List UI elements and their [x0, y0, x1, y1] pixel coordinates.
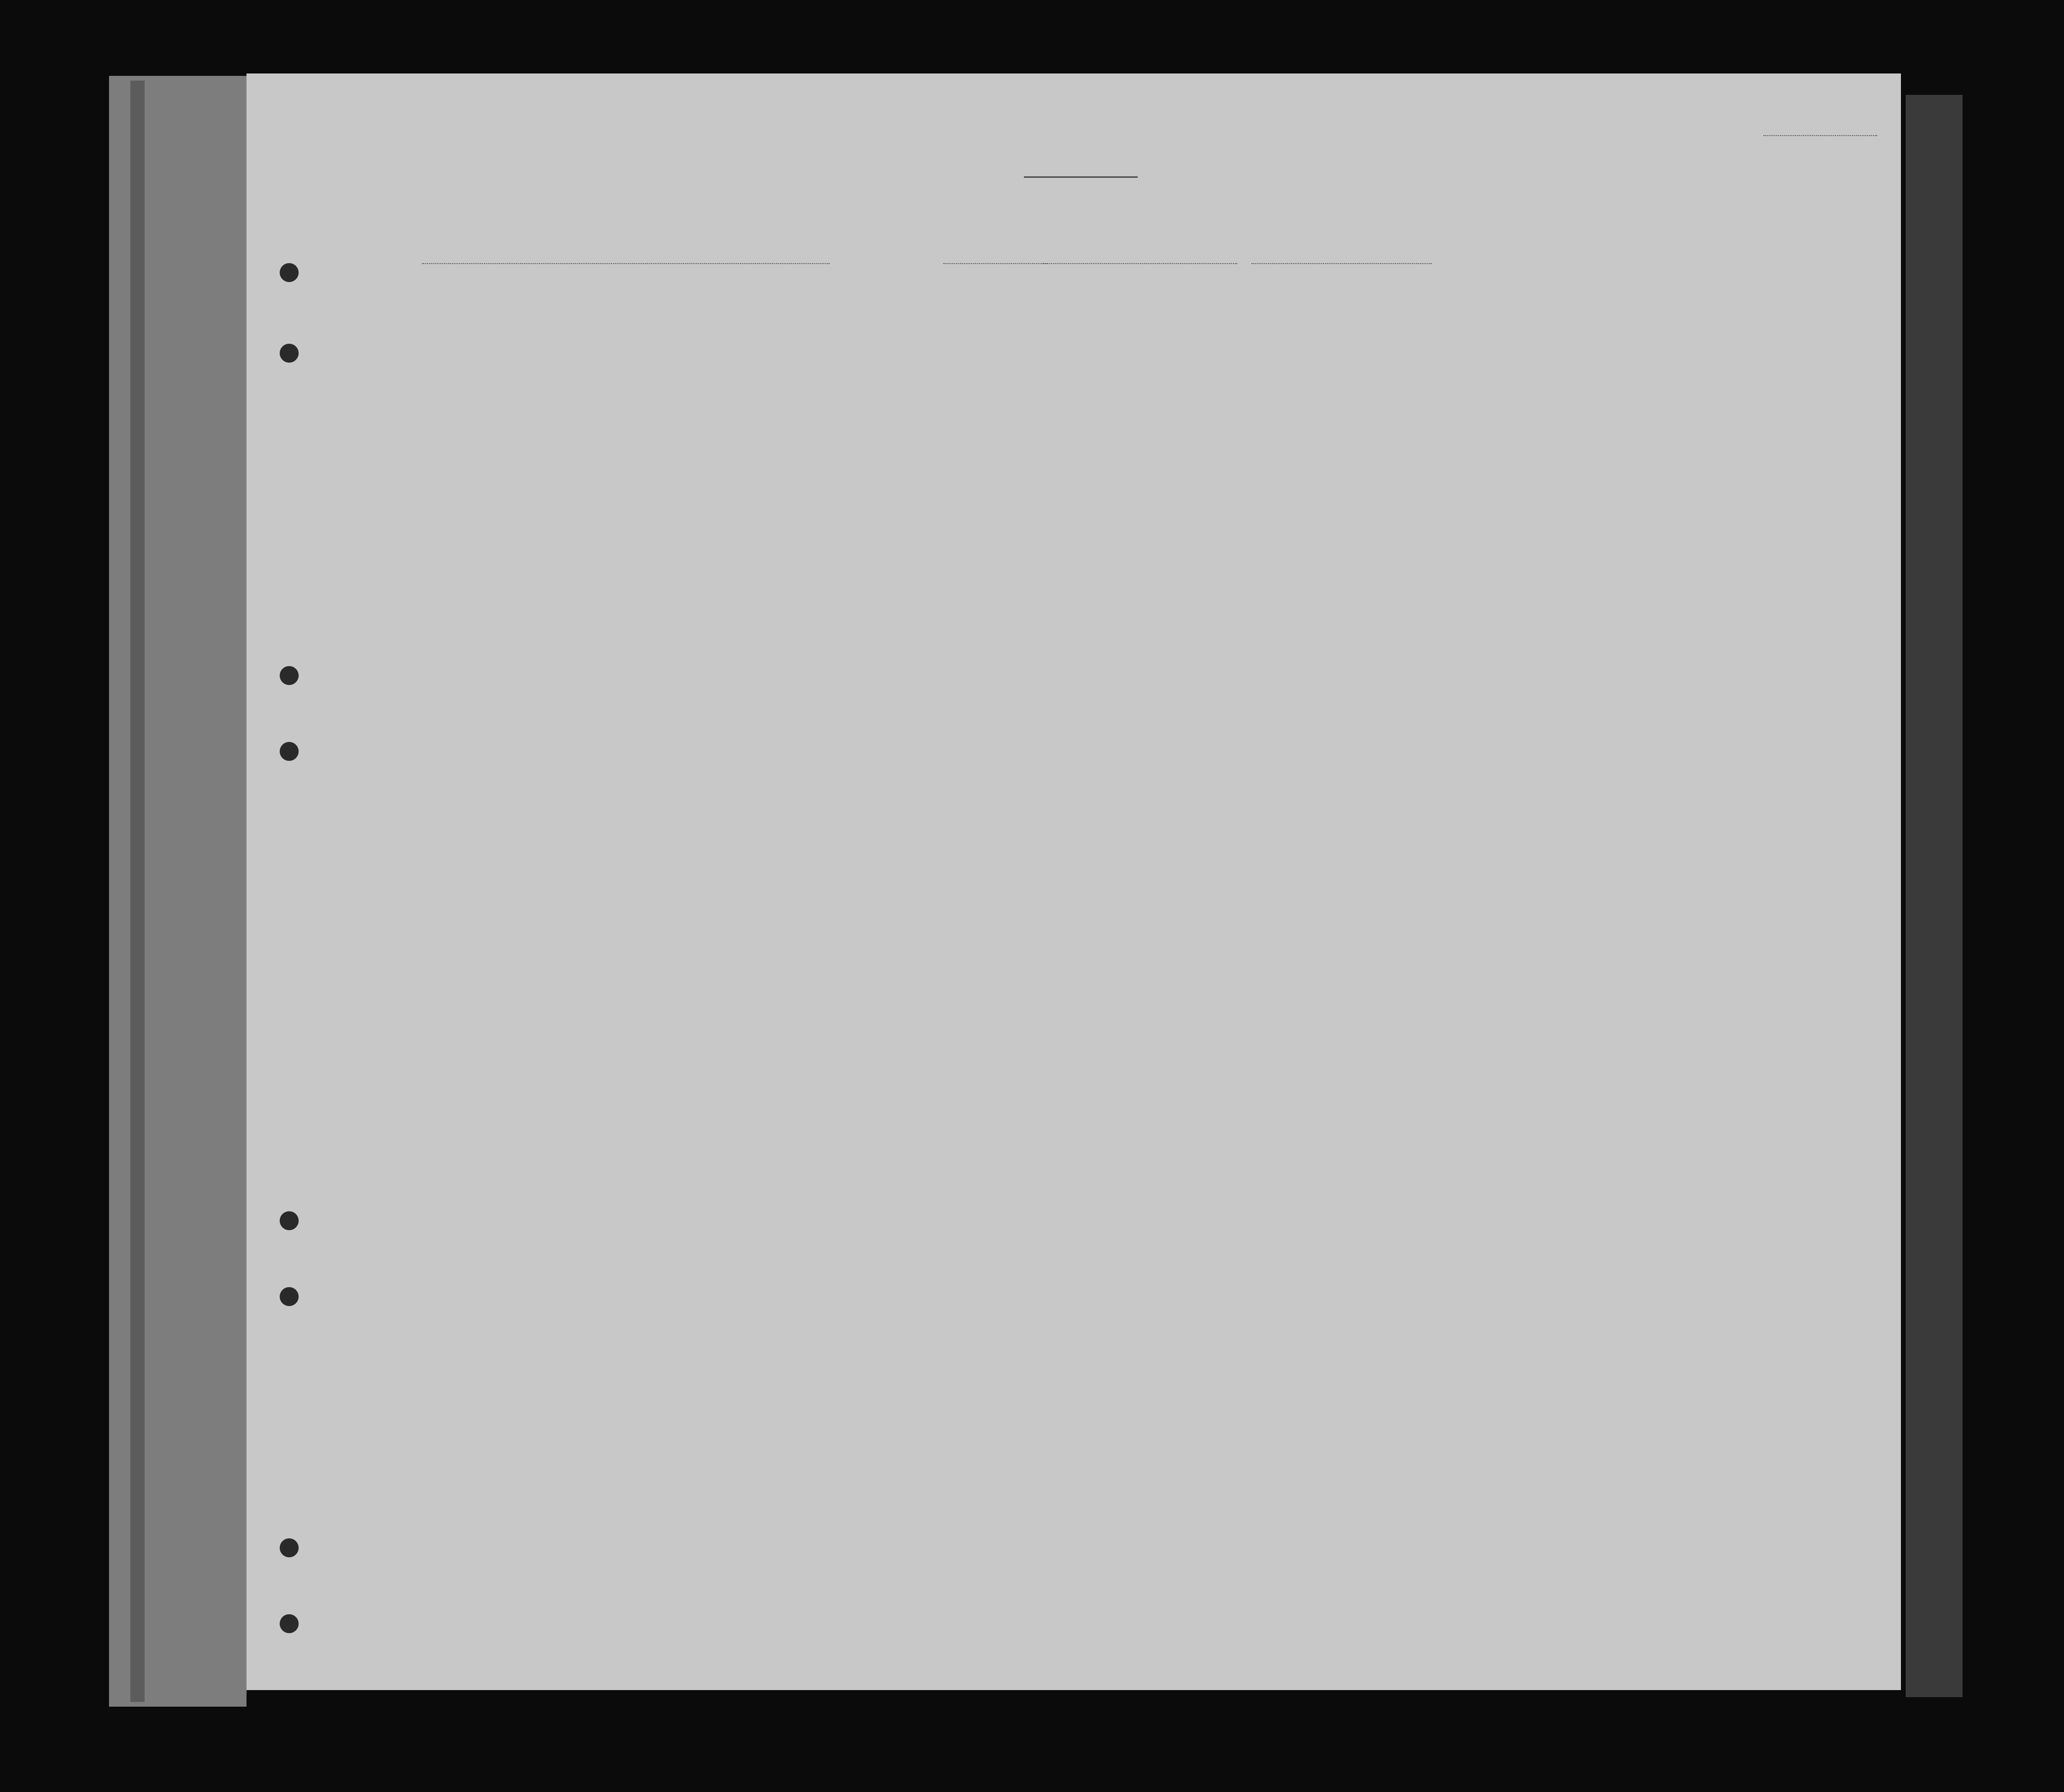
right-margin-strip [1906, 95, 1963, 1697]
punch-hole [280, 1211, 299, 1230]
punch-hole [280, 263, 299, 282]
binder-stripe [130, 81, 145, 1702]
punch-hole [280, 1614, 299, 1633]
punch-hole [280, 666, 299, 685]
punch-hole [280, 742, 299, 761]
punch-hole [280, 344, 299, 363]
punch-hole [280, 1538, 299, 1557]
binder-edge [109, 76, 247, 1707]
punch-hole [280, 1287, 299, 1306]
manifest-page [247, 73, 1901, 1690]
